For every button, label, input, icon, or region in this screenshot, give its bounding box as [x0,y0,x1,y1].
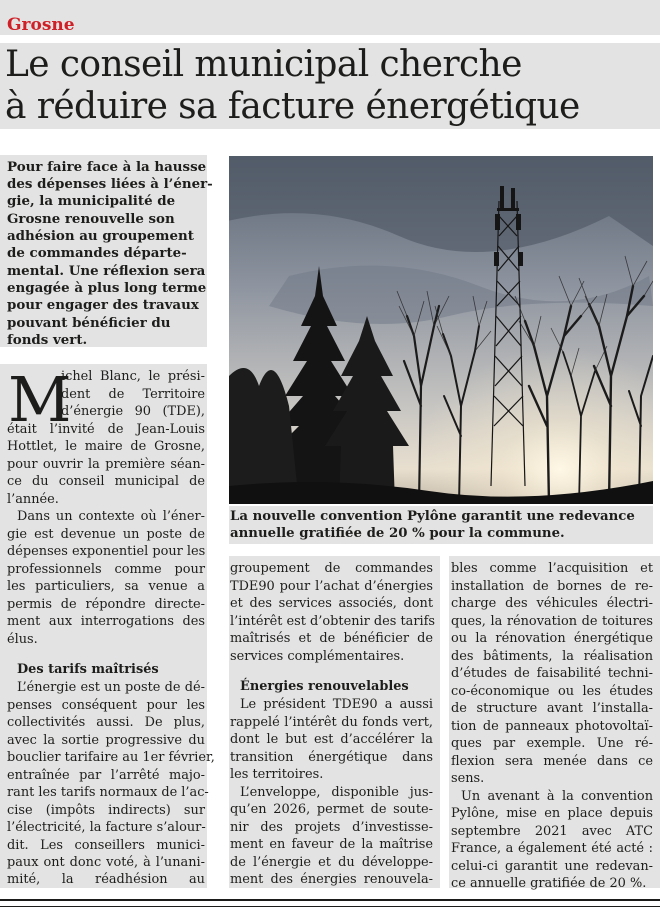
lead-line: adhésion au groupement [7,228,194,244]
body-line: bles comme l’acquisition et [451,561,653,576]
page-rule [0,906,660,907]
article-photo [229,156,653,504]
body-line: gie est devenue un poste de [7,527,205,542]
page-rule [0,899,660,901]
body-line: pour ouvrir la première séan- [7,457,205,472]
body-line: paux ont donc voté, à l’unani- [7,855,205,870]
lead-line: gie, la municipalité de [7,193,176,209]
body-line: bouclier tarifaire au 1er février, [7,750,215,765]
body-line: l’année. [7,492,59,507]
lead-line: mental. Une réflexion sera [7,263,206,279]
body-line: Hottlet, le maire de Grosne, [7,439,205,454]
lead-line: des dépenses liées à l’éner- [7,176,213,192]
body-line: charge des véhicules électri- [451,596,653,611]
body-line: les particuliers, sa venue a [7,579,205,594]
headline [0,43,660,129]
body-line: L’enveloppe, disponible jus- [240,785,433,800]
body-line: celui-ci garantit une redevan- [451,859,653,874]
photo-caption [229,506,653,544]
photo-pylon-trees [229,156,653,504]
body-line: mité, la réadhésion au [7,872,205,887]
body-line: L’énergie est un poste de dé- [17,680,205,695]
lead-line: de commandes départe- [7,245,187,261]
body-line: co-économique ou les études [451,684,653,699]
body-line: Un avenant à la convention [461,789,653,804]
body-line: de structure avant l’installa- [451,701,653,716]
caption-line: annuelle gratifiée de 20 % pour la commune. [230,526,565,541]
body-line: avec la sortie progressive du [7,733,205,748]
body-line: septembre 2021 avec ATC [451,824,653,839]
body-line: installation de bornes de re- [451,579,653,594]
body-line: dit. Les conseillers munici- [7,838,205,853]
body-line: tion de panneaux photovoltaï- [451,719,653,734]
body-line: était l’invité de Jean-Louis [7,422,205,437]
body-line: groupement de commandes [230,561,433,576]
section-label-bar [0,0,660,35]
body-line: ment en faveur de la maîtrise [230,837,433,852]
body-line: Dans un contexte où l’éner- [17,509,205,524]
lead-line: Pour faire face à la hausse [7,159,207,175]
body-line: entraînée par l’arrêté majo- [7,768,205,783]
body-line: l’électricité, la facture s’alour- [7,820,206,835]
headline-line: Le conseil municipal cherche [5,44,522,85]
lead-line: pour engager des travaux [7,297,199,313]
body-line: de l’énergie et du développe- [230,855,433,870]
lead-line: Grosne renouvelle son [7,211,175,227]
body-line: dent de Territoire [61,387,205,402]
lead-paragraph [0,155,213,348]
body-line: Pylône, mise en place depuis [451,806,653,821]
body-line: ment aux interrogations des [7,614,205,629]
section-label: Grosne [7,15,75,35]
lead-line: engagée à plus long terme [7,280,207,296]
body-line: transition énergétique dans [230,750,433,765]
body-line: rant les tarifs normaux de l’ac- [7,785,209,800]
headline-line: à réduire sa facture énergétique [5,86,580,127]
body-line: ce du conseil municipal de [7,474,205,489]
subheading: Des tarifs maîtrisés [17,662,159,677]
body-line: ques par exemple. Une ré- [451,736,653,751]
body-line: collectivités aussi. De plus, [7,715,205,730]
body-line: services complémentaires. [230,649,405,664]
caption-line: La nouvelle convention Pylône garantit une redevance [230,509,635,524]
body-line: des bâtiments, la réalisation [451,649,653,664]
body-line: et des services associés, dont [230,596,433,611]
body-line: ce annuelle gratifiée de 20 %. [451,876,647,891]
body-line: d’énergie 90 (TDE), [61,404,205,419]
lead-line: fonds vert. [7,332,88,348]
body-line: qu’en 2026, permet de soute- [230,802,433,817]
body-line: nir des projets d’investisse- [230,820,433,835]
body-line: d’études de faisabilité techni- [451,666,653,681]
body-line: l’intérêt est d’obtenir des tarifs [230,614,436,629]
body-line: maîtrisés et de bénéficier de [230,631,433,646]
body-line: permis de répondre directe- [7,597,205,612]
subheading: Énergies renouvelables [240,679,409,694]
body-line: flexion sera menée dans ce [451,754,653,769]
body-line: dépenses exponentiel pour les [7,544,206,559]
body-line: cise (impôts indirects) sur [7,803,205,818]
body-line: Le président TDE90 a aussi [240,697,433,712]
body-line: ou la rénovation énergétique [451,631,653,646]
body-line: sens. [451,771,485,786]
body-line: les territoires. [230,767,324,782]
drop-cap: M [8,363,72,436]
body-line: ques, la rénovation de toitures [451,614,653,629]
body-line: France, a également été acté : [451,841,653,856]
lead-line: pouvant bénéficier du [7,315,171,331]
body-line: dont le but est d’accélérer la [230,732,433,747]
body-line: ichel Blanc, le prési- [61,369,205,384]
body-line: penses conséquent pour les [7,698,205,713]
body-line: TDE90 pour l’achat d’énergies [230,579,433,594]
body-line: élus. [7,632,38,647]
body-line: ment des énergies renouvela- [230,872,433,887]
body-line: rappelé l’intérêt du fonds vert, [230,715,433,730]
body-line: professionnels comme pour [7,562,205,577]
